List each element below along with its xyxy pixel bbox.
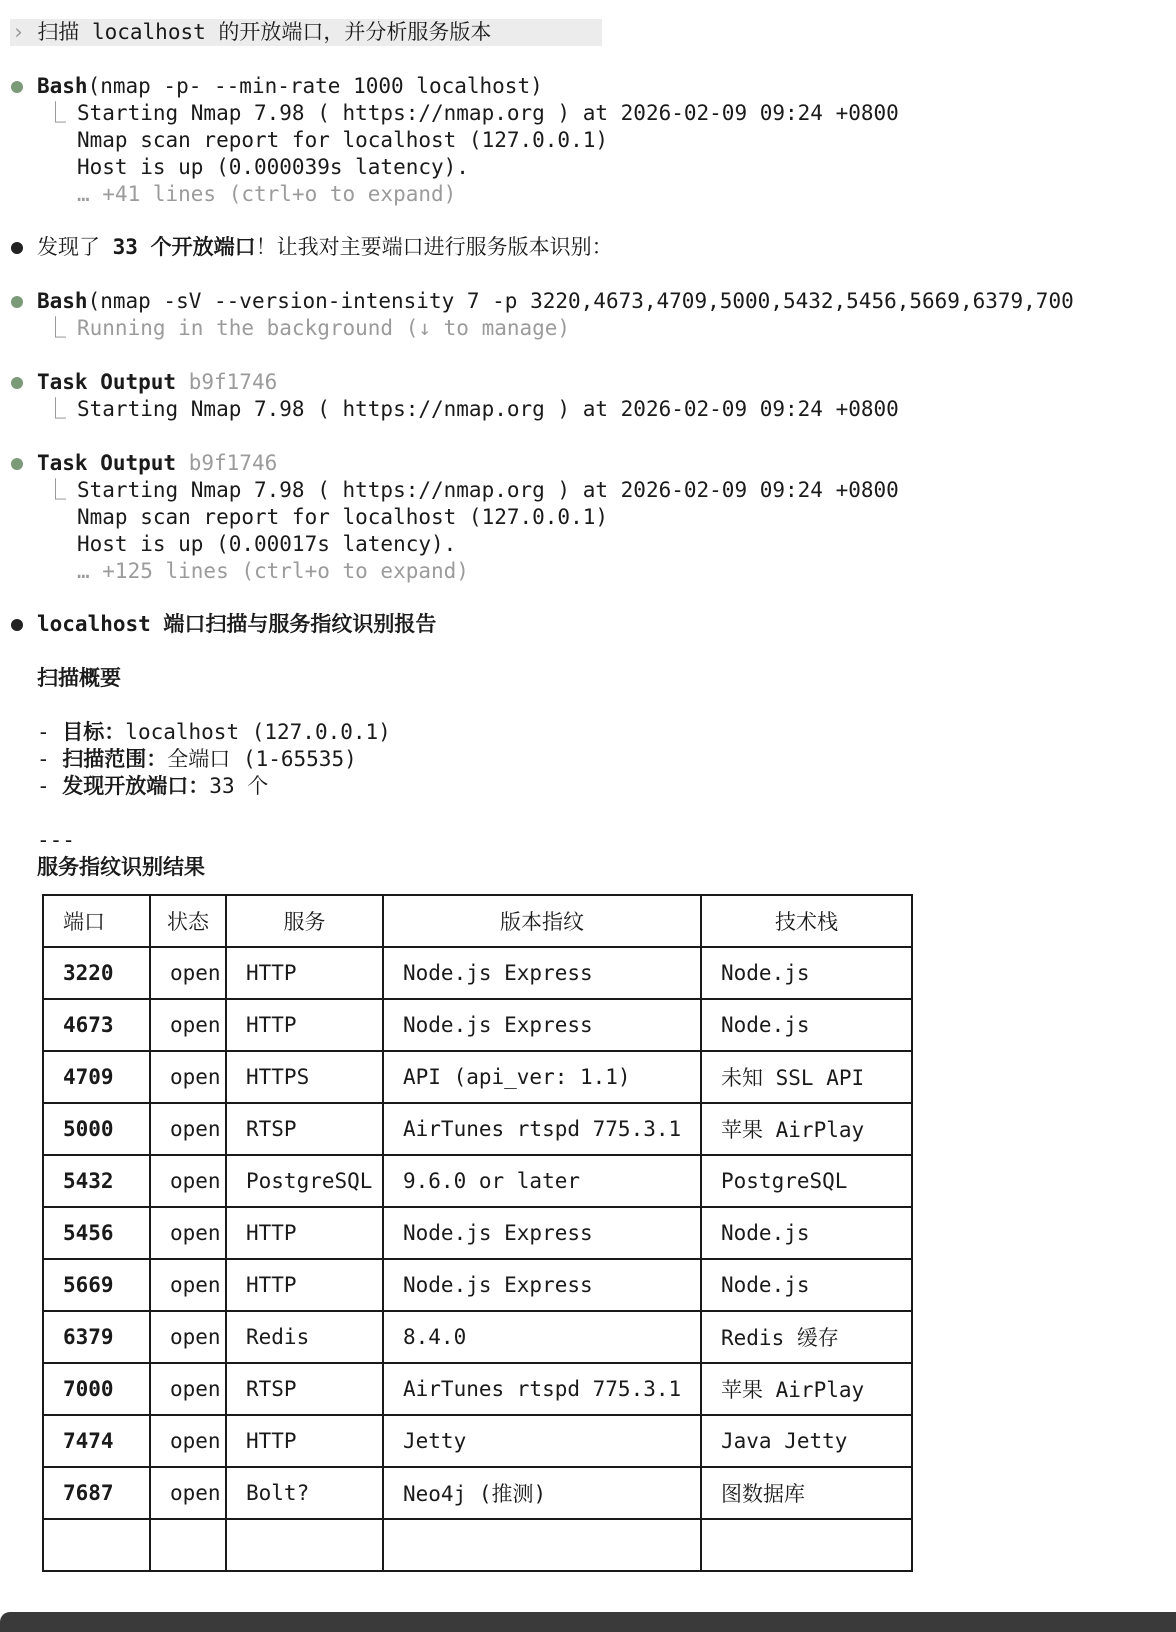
cell-state: open <box>150 1259 226 1311</box>
cell-stack <box>701 1519 912 1571</box>
summary-label: 扫描范围： <box>62 747 168 771</box>
summary-item: - 目标：localhost (127.0.0.1) <box>37 720 391 744</box>
cell-version: AirTunes rtspd 775.3.1 <box>383 1103 701 1155</box>
cell-version: AirTunes rtspd 775.3.1 <box>383 1363 701 1415</box>
output-line: Nmap scan report for localhost (127.0.0.1) <box>77 128 609 152</box>
cell-stack: 苹果 AirPlay <box>701 1363 912 1415</box>
cell-stack: PostgreSQL <box>701 1155 912 1207</box>
cell-port: 4709 <box>43 1051 150 1103</box>
assistant-message <box>37 234 613 261</box>
cell-version: Node.js Express <box>383 1207 701 1259</box>
output-line: Host is up (0.000039s latency). <box>77 155 469 179</box>
expand-hint[interactable]: … +41 lines (ctrl+o to expand) <box>77 182 457 206</box>
task-id: b9f1746 <box>188 451 278 475</box>
cell-version: Node.js Express <box>383 1259 701 1311</box>
output-line: Starting Nmap 7.98 ( https://nmap.org ) at 2026-02-09 09:24 +0800 <box>77 101 899 125</box>
tool-args: (nmap -sV --version-intensity 7 -p 3220,4673,4709,5000,5432,5456,5669,6379,700 <box>87 289 1074 313</box>
cell-state: open <box>150 1103 226 1155</box>
summary-item: - 发现开放端口：33 个 <box>37 774 269 798</box>
results-heading: 服务指纹识别结果 <box>37 855 205 879</box>
table-row <box>43 1103 912 1155</box>
cell-service: HTTPS <box>226 1051 383 1103</box>
cell-port: 6379 <box>43 1311 150 1363</box>
cell-version: Jetty <box>383 1415 701 1467</box>
table-row <box>43 999 912 1051</box>
message-bold-text: 33 个开放端口 <box>112 235 256 259</box>
column-header-port: 端口 <box>43 895 150 947</box>
summary-value: 33 个 <box>209 774 269 798</box>
table-row <box>43 1155 912 1207</box>
summary-value: 全端口 (1-65535) <box>167 747 357 771</box>
cell-state: open <box>150 1311 226 1363</box>
cell-version: Node.js Express <box>383 999 701 1051</box>
cell-port: 7687 <box>43 1467 150 1519</box>
cell-service: RTSP <box>226 1363 383 1415</box>
cell-state: open <box>150 1155 226 1207</box>
cell-service: HTTP <box>226 947 383 999</box>
table-row <box>43 1051 912 1103</box>
cell-state: open <box>150 947 226 999</box>
tool-name: Bash <box>37 74 88 98</box>
report-title: localhost 端口扫描与服务指纹识别报告 <box>37 612 437 636</box>
cell-version: API (api_ver: 1.1) <box>383 1051 701 1103</box>
summary-label: 目标： <box>62 720 126 744</box>
cell-service <box>226 1519 383 1571</box>
tool-name: Task Output <box>37 370 177 394</box>
table-row <box>43 1519 912 1571</box>
cell-port: 7474 <box>43 1415 150 1467</box>
elbow-connector-icon: ⎿ <box>45 101 66 125</box>
cell-state: open <box>150 999 226 1051</box>
cell-service: HTTP <box>226 1259 383 1311</box>
tool-name: Bash <box>37 289 88 313</box>
cell-version: Neo4j (推测) <box>383 1467 701 1519</box>
cell-stack: Node.js <box>701 1207 912 1259</box>
cell-stack: Redis 缓存 <box>701 1311 912 1363</box>
cell-stack: 图数据库 <box>701 1467 912 1519</box>
column-header-service: 服务 <box>226 895 383 947</box>
summary-heading: 扫描概要 <box>37 666 121 690</box>
cell-version <box>383 1519 701 1571</box>
column-header-stack: 技术栈 <box>701 895 912 947</box>
status-dot-icon <box>11 296 23 308</box>
status-dot-icon <box>11 458 23 470</box>
ports-table <box>42 894 913 1572</box>
output-line: Nmap scan report for localhost (127.0.0.1) <box>77 505 609 529</box>
cell-port <box>43 1519 150 1571</box>
table-row <box>43 1467 912 1519</box>
cell-version: 9.6.0 or later <box>383 1155 701 1207</box>
message-dot-icon <box>11 619 23 631</box>
message-text: 发现了 <box>37 235 113 259</box>
background-status: Running in the background (↓ to manage) <box>77 316 571 340</box>
cell-stack: Java Jetty <box>701 1415 912 1467</box>
message-text: ！让我对主要端口进行服务版本识别： <box>255 235 613 259</box>
elbow-connector-icon: ⎿ <box>45 316 66 340</box>
cell-service: Bolt? <box>226 1467 383 1519</box>
elbow-connector-icon: ⎿ <box>45 397 66 421</box>
column-header-state: 状态 <box>150 895 226 947</box>
window-bottom-edge <box>0 1612 1176 1632</box>
prompt-text: 扫描 localhost 的开放端口，并分析服务版本 <box>37 20 492 44</box>
cell-stack: Node.js <box>701 1259 912 1311</box>
cell-version: 8.4.0 <box>383 1311 701 1363</box>
output-line: Host is up (0.00017s latency). <box>77 532 457 556</box>
cell-stack: 未知 SSL API <box>701 1051 912 1103</box>
table-row <box>43 1311 912 1363</box>
tool-args: (nmap -p- --min-rate 1000 localhost) <box>87 74 543 98</box>
cell-service: HTTP <box>226 1415 383 1467</box>
output-line: Starting Nmap 7.98 ( https://nmap.org ) at 2026-02-09 09:24 +0800 <box>77 397 899 421</box>
cell-state: open <box>150 1207 226 1259</box>
cell-service: HTTP <box>226 1207 383 1259</box>
cell-stack: Node.js <box>701 999 912 1051</box>
cell-port: 5456 <box>43 1207 150 1259</box>
expand-hint[interactable]: … +125 lines (ctrl+o to expand) <box>77 559 469 583</box>
status-dot-icon <box>11 377 23 389</box>
cell-state: open <box>150 1415 226 1467</box>
cell-stack: Node.js <box>701 947 912 999</box>
task-id: b9f1746 <box>188 370 278 394</box>
summary-value: localhost (127.0.0.1) <box>125 720 391 744</box>
cell-version: Node.js Express <box>383 947 701 999</box>
cell-port: 5669 <box>43 1259 150 1311</box>
cell-state: open <box>150 1363 226 1415</box>
cell-port: 4673 <box>43 999 150 1051</box>
summary-label: 发现开放端口： <box>62 774 210 798</box>
cell-service: PostgreSQL <box>226 1155 383 1207</box>
horizontal-rule: --- <box>37 828 75 852</box>
cell-port: 5432 <box>43 1155 150 1207</box>
tool-call-bash[interactable] <box>37 73 543 100</box>
table-row <box>43 1259 912 1311</box>
cell-service: HTTP <box>226 999 383 1051</box>
chevron-right-icon: › <box>12 20 25 44</box>
elbow-connector-icon: ⎿ <box>45 478 66 502</box>
tool-call-task-output[interactable] <box>37 450 277 477</box>
cell-port: 3220 <box>43 947 150 999</box>
table-row <box>43 1363 912 1415</box>
table-row <box>43 947 912 999</box>
cell-state: open <box>150 1467 226 1519</box>
table-header-row <box>43 895 912 947</box>
summary-item: - 扫描范围：全端口 (1-65535) <box>37 747 357 771</box>
cell-service: Redis <box>226 1311 383 1363</box>
cell-service: RTSP <box>226 1103 383 1155</box>
cell-port: 7000 <box>43 1363 150 1415</box>
message-dot-icon <box>11 242 23 254</box>
tool-call-task-output[interactable] <box>37 369 277 396</box>
output-line: Starting Nmap 7.98 ( https://nmap.org ) at 2026-02-09 09:24 +0800 <box>77 478 899 502</box>
tool-call-bash[interactable] <box>37 288 1074 315</box>
column-header-version: 版本指纹 <box>383 895 701 947</box>
tool-name: Task Output <box>37 451 177 475</box>
user-prompt <box>10 19 602 46</box>
cell-port: 5000 <box>43 1103 150 1155</box>
status-dot-icon <box>11 81 23 93</box>
table-row <box>43 1207 912 1259</box>
table-row <box>43 1415 912 1467</box>
cell-state <box>150 1519 226 1571</box>
cell-state: open <box>150 1051 226 1103</box>
cell-stack: 苹果 AirPlay <box>701 1103 912 1155</box>
